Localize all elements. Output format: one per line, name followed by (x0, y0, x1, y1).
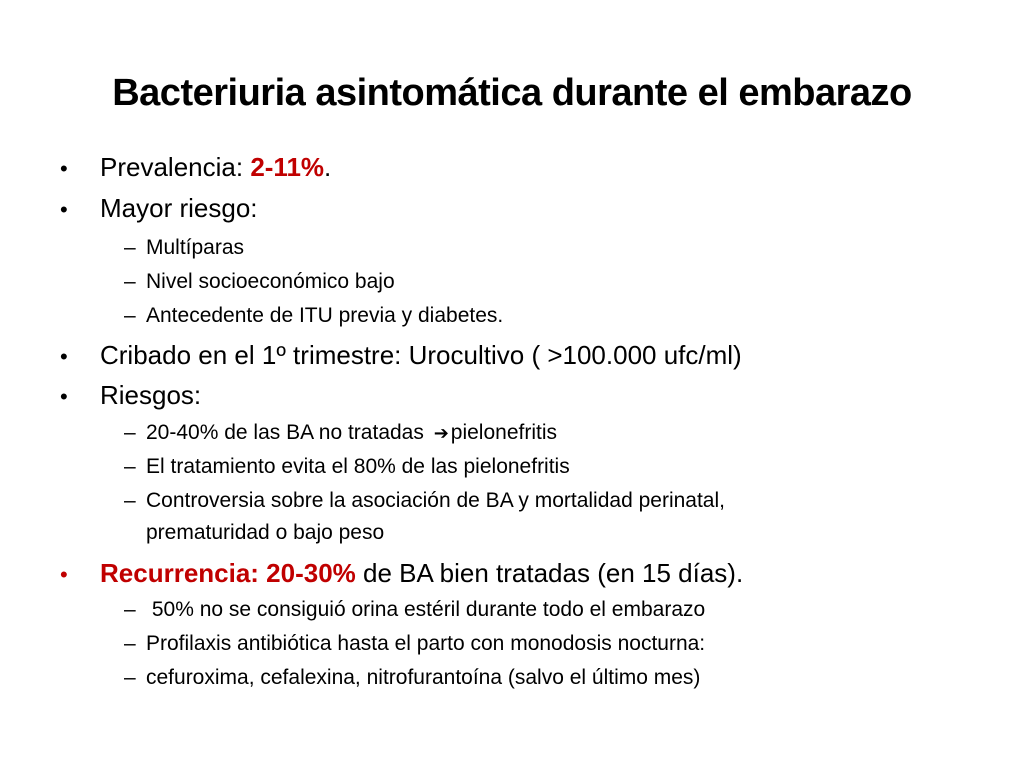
dash-marker: – (124, 270, 136, 293)
riesgos-label: Riesgos: (100, 380, 202, 410)
subitem-no-tratadas (124, 421, 557, 445)
subitem-antibioticos (124, 666, 700, 690)
prevalencia-value: 2-11% (250, 152, 325, 182)
subitem-nivel-socioeconomico (124, 270, 395, 294)
mayor-riesgo-label: Mayor riesgo: (100, 193, 258, 223)
bullet-recurrencia (60, 558, 743, 589)
subitem-text: El tratamiento evita el 80% de las pielonefritis (146, 455, 570, 478)
bullet-prevalencia (60, 152, 331, 183)
bullet-mayor-riesgo (60, 193, 258, 224)
bullet-marker: • (60, 156, 68, 181)
subitem-tratamiento-evita (124, 455, 570, 479)
prevalencia-suffix: . (324, 152, 332, 182)
dash-marker: – (124, 632, 136, 655)
bullet-marker: • (60, 197, 68, 222)
subitem-antecedente (124, 304, 503, 328)
subitem-text: 50% no se consiguió orina estéril durante todo el embarazo (146, 598, 706, 621)
subitem-text: Profilaxis antibiótica hasta el parto con monodosis nocturna: (146, 632, 706, 655)
subitem-text: Multíparas (146, 236, 245, 259)
dash-marker: – (124, 489, 136, 512)
recurrencia-label: Recurrencia: 20-30% (100, 558, 356, 588)
bullet-cribado (60, 340, 742, 371)
dash-marker: – (124, 304, 136, 327)
prevalencia-label: Prevalencia: (100, 152, 251, 182)
dash-marker: – (124, 598, 136, 621)
subitem-text: Nivel socioeconómico bajo (146, 270, 395, 293)
recurrencia-rest: de BA bien tratadas (en 15 días). (355, 558, 744, 588)
right-arrow-icon: ➔ (433, 423, 449, 443)
bullet-marker: • (60, 344, 68, 369)
cribado-label: Cribado en el 1º trimestre: Urocultivo ( >100.000 ufc/ml) (100, 340, 742, 370)
subitem-text-before: 20-40% de las BA no tratadas (146, 421, 430, 444)
subitem-controversia (124, 489, 725, 513)
subitem-text: cefuroxima, cefalexina, nitrofurantoína (salvo el último mes) (146, 666, 701, 689)
dash-marker: – (124, 421, 136, 444)
dash-marker: – (124, 666, 136, 689)
bullet-marker: • (60, 562, 68, 587)
subitem-text: prematuridad o bajo peso (146, 521, 385, 544)
dash-marker: – (124, 455, 136, 478)
dash-marker: – (124, 236, 136, 259)
subitem-controversia-continued (146, 521, 384, 545)
subitem-orina-esteril (124, 598, 705, 622)
bullet-riesgos (60, 380, 201, 411)
subitem-text: Antecedente de ITU previa y diabetes. (146, 304, 504, 327)
subitem-profilaxis (124, 632, 705, 656)
slide-title: Bacteriuria asintomática durante el embarazo (112, 72, 912, 114)
subitem-multiparas (124, 236, 244, 260)
bullet-marker: • (60, 384, 68, 409)
subitem-text: Controversia sobre la asociación de BA y mortalidad perinatal, (146, 489, 725, 512)
subitem-text-after: pielonefritis (450, 421, 558, 444)
